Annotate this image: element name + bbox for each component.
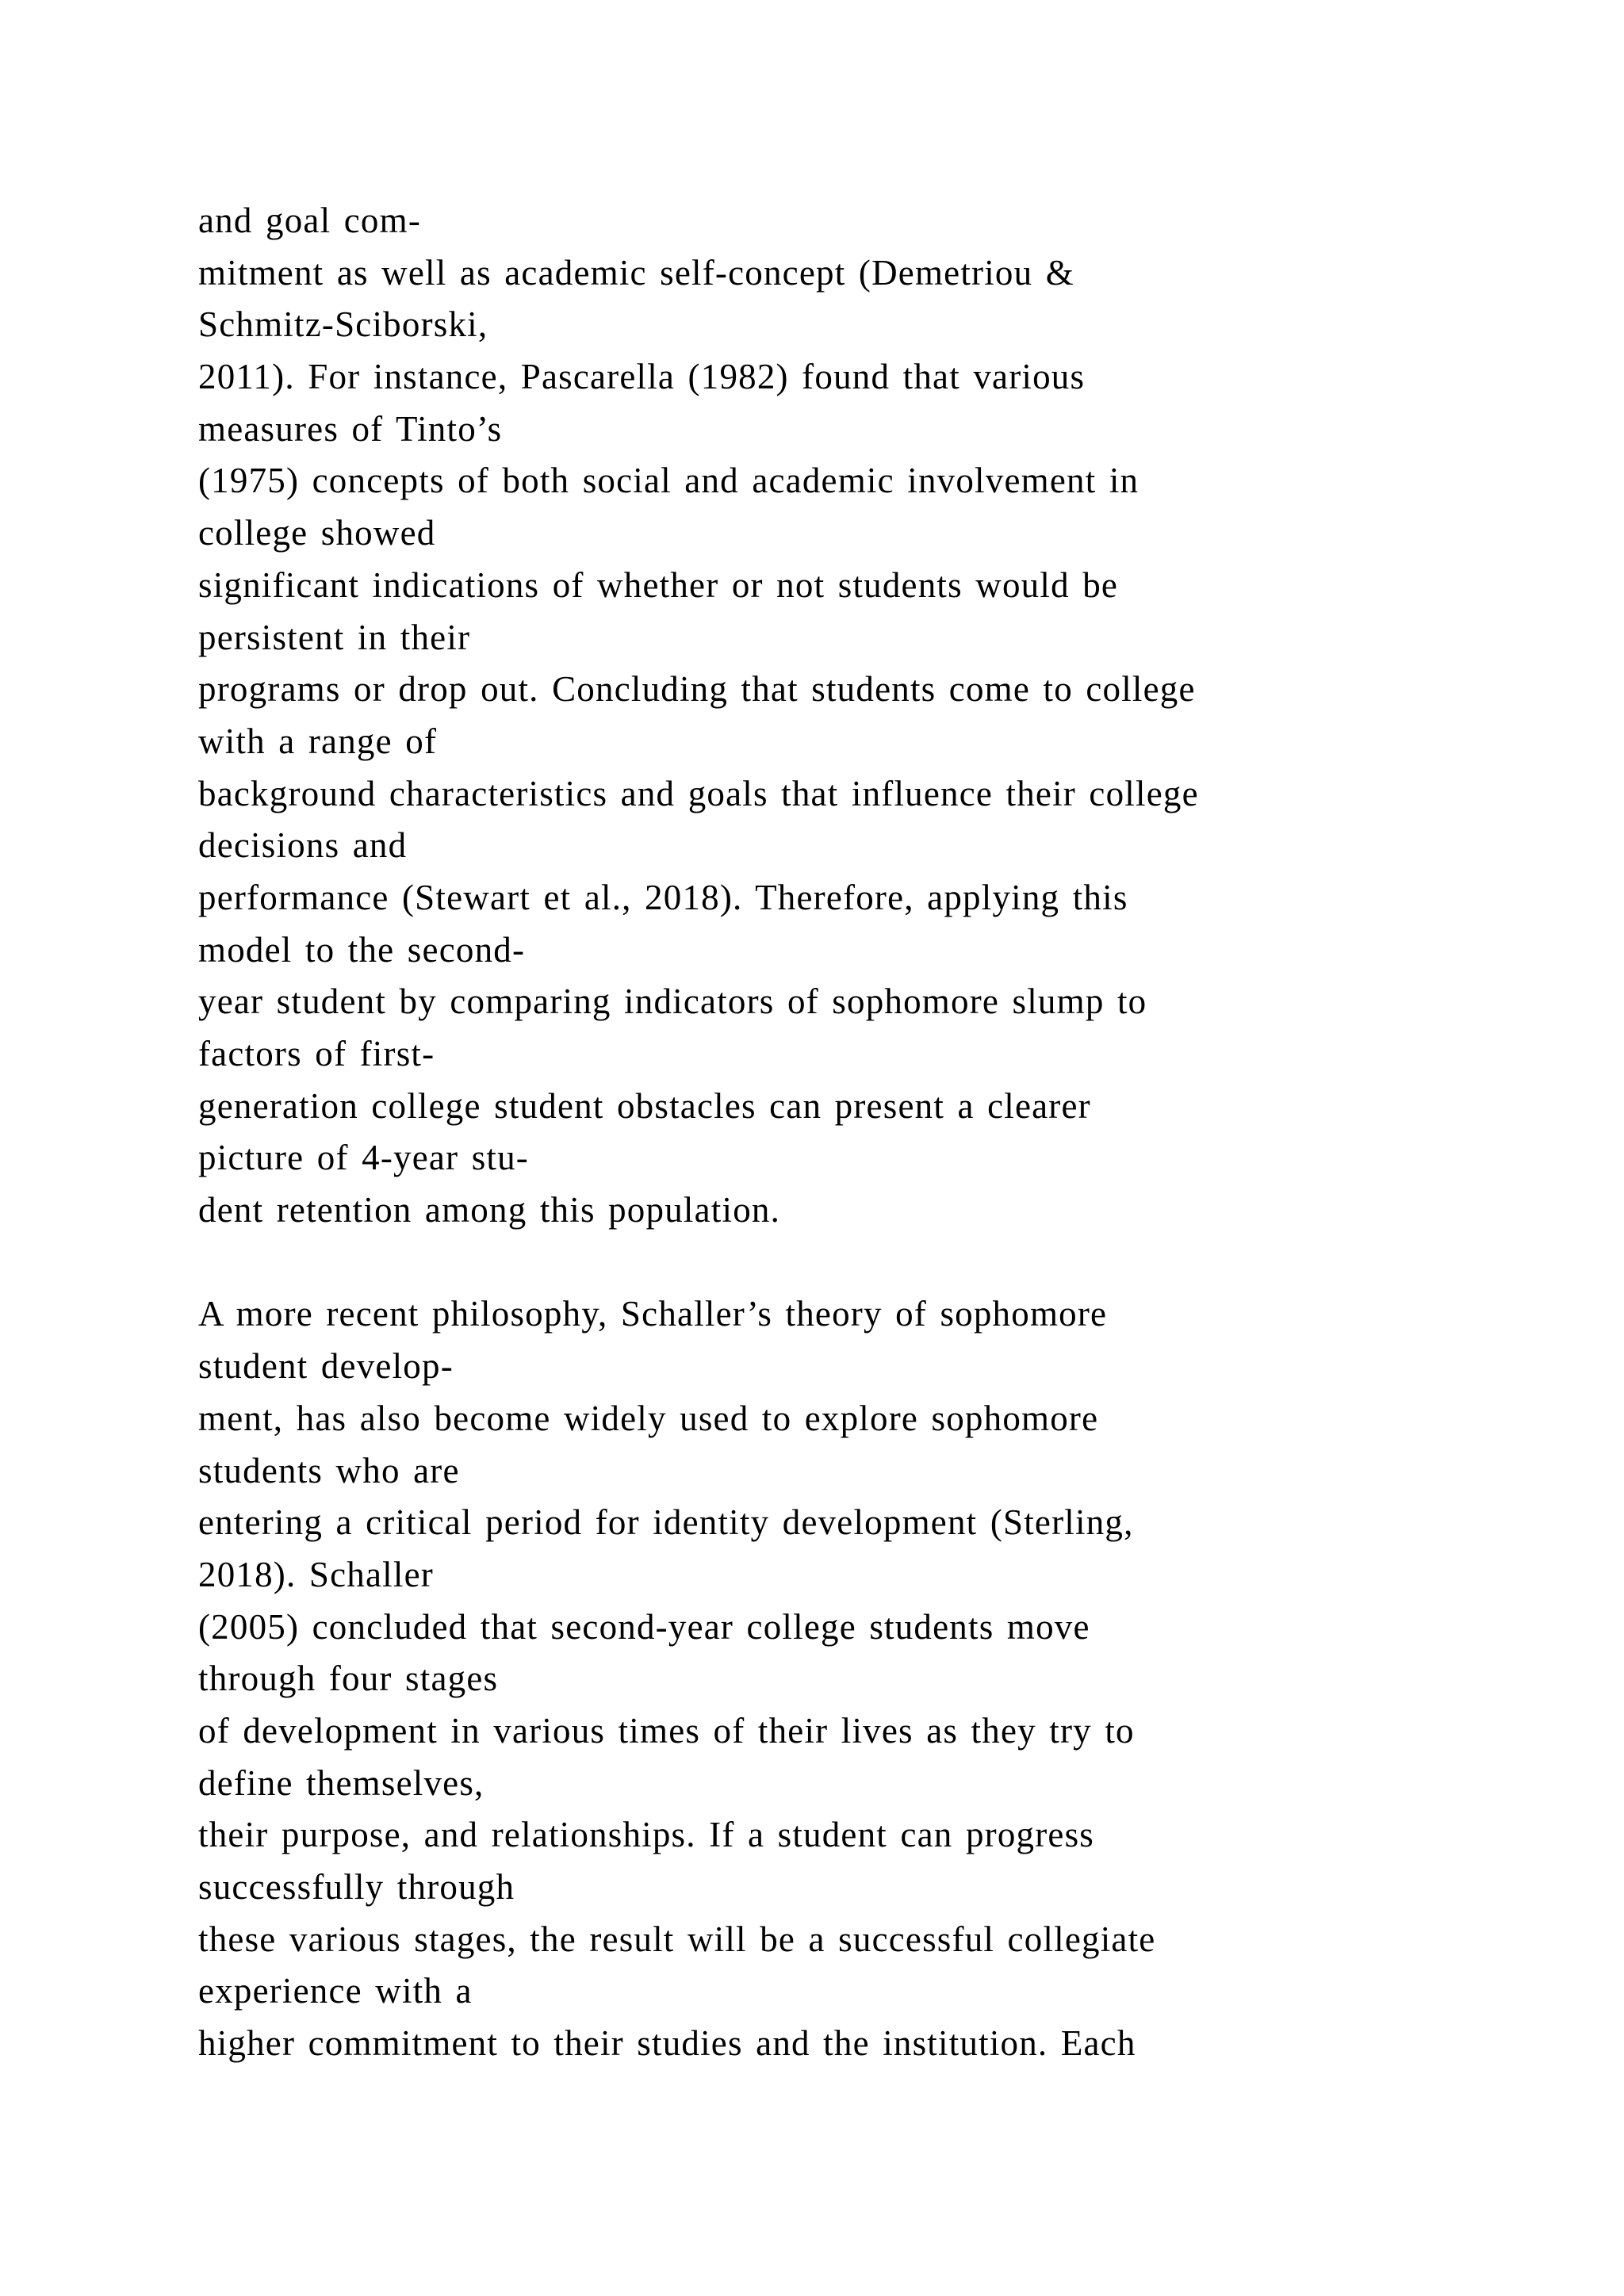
text-line: A more recent philosophy, Schaller’s theory of sophomore [198,1294,1108,1334]
text-line: performance (Stewart et al., 2018). Therefore, applying this [198,877,1128,917]
document-body [198,195,1546,2070]
text-line: model to the second- [198,929,526,970]
text-line: higher commitment to their studies and the institution. Each [198,2023,1136,2064]
text-line: of development in various times of their lives as they try to [198,1710,1135,1751]
paragraph-1 [198,195,1546,1237]
text-line: their purpose, and relationships. If a student can progress [198,1815,1095,1855]
text-line: through four stages [198,1659,499,1699]
text-line: college showed [198,513,436,553]
text-line: measures of Tinto’s [198,408,503,449]
text-line: Schmitz-Sciborski, [198,304,488,345]
text-line: significant indications of whether or not students would be [198,564,1119,605]
text-line: persistent in their [198,617,471,657]
text-line: students who are [198,1450,460,1490]
text-line: (1975) concepts of both social and academic involvement in [198,461,1139,501]
text-line: and goal com- [198,201,422,240]
text-line: ment, has also become widely used to explore sophomore [198,1398,1099,1438]
text-line: factors of first- [198,1034,435,1073]
paragraph-spacer [198,1237,1546,1289]
text-line: picture of 4-year stu- [198,1138,529,1178]
text-line: decisions and [198,825,408,866]
text-line: student develop- [198,1346,454,1387]
text-line: with a range of [198,721,438,761]
text-line: programs or drop out. Concluding that students come to college [198,669,1196,710]
text-line: 2011). For instance, Pascarella (1982) found that various [198,357,1086,397]
text-line: entering a critical period for identity development (Sterling, [198,1502,1134,1543]
text-line: define themselves, [198,1762,485,1803]
text-line: year student by comparing indicators of sophomore slump to [198,982,1147,1022]
text-line: generation college student obstacles can present a clearer [198,1085,1091,1126]
text-line: dent retention among this population. [198,1190,781,1230]
text-line: background characteristics and goals that influence their college [198,773,1199,813]
text-line: these various stages, the result will be a successful collegiate [198,1919,1156,1959]
text-line: successfully through [198,1867,515,1907]
text-line: experience with a [198,1971,473,2011]
text-line: 2018). Schaller [198,1554,434,1594]
paragraph-2 [198,1288,1546,2069]
text-line: mitment as well as academic self-concept (Demetriou & [198,252,1074,293]
text-line: (2005) concluded that second-year college students move [198,1606,1090,1647]
